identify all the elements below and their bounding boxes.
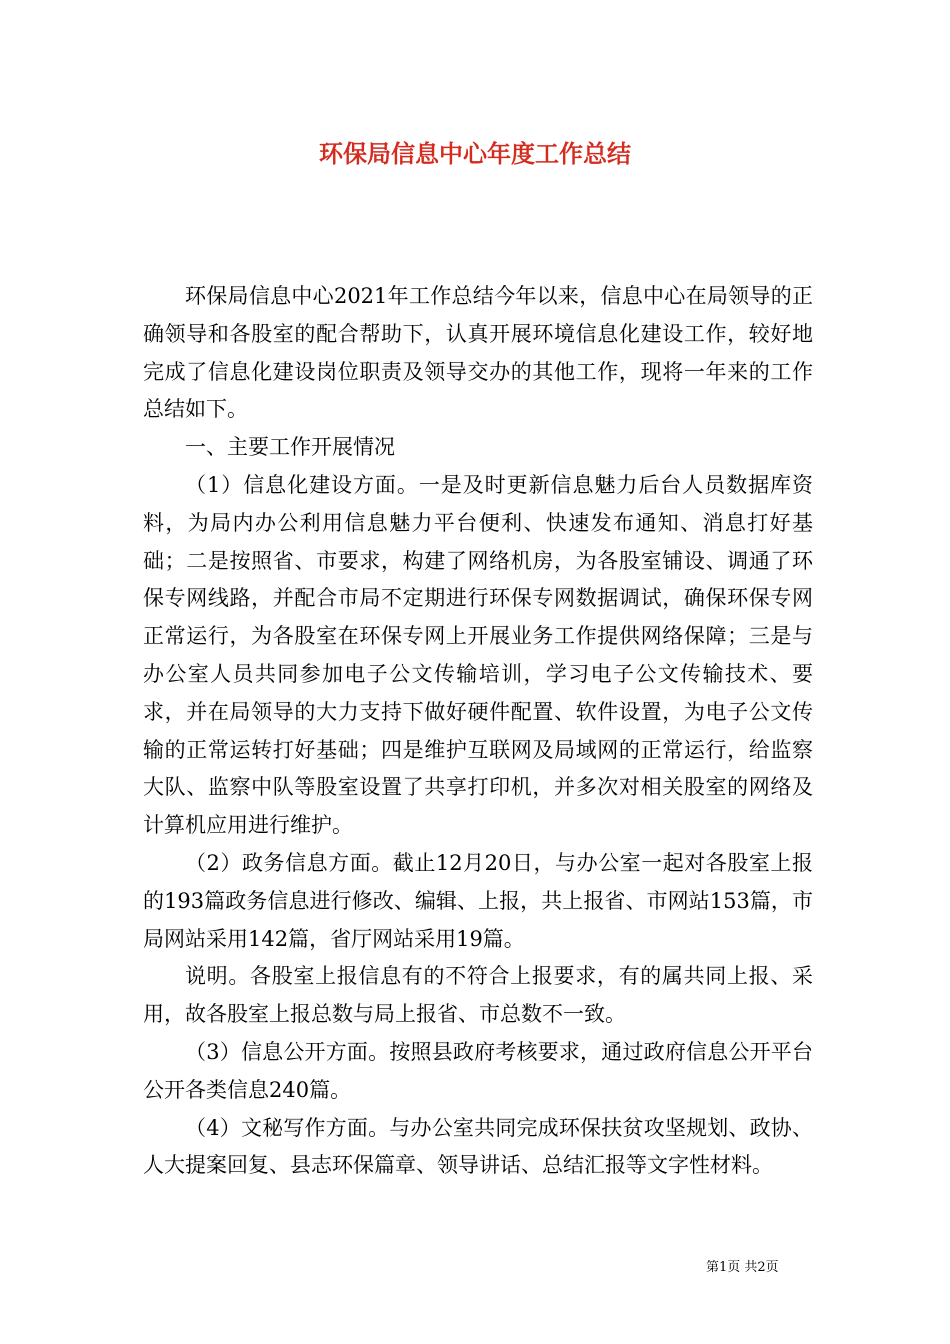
paragraph-intro: 环保局信息中心2021年工作总结今年以来，信息中心在局领导的正确领导和各股室的配合帮助下，认真开展环境信息化建设工作，较好地完成了信息化建设岗位职责及领导交办的其他工作，现将一年来的工作总结如下。 (143, 284, 813, 422)
paragraph-government-info: （2）政务信息方面。截止12月20日，与办公室一起对各股室上报的193篇政务信息进行修改、编辑、上报，共上报省、市网站153篇，市局网站采用142篇，省厅网站采用19篇。 (143, 850, 813, 951)
paragraph-info-disclosure: （3）信息公开方面。按照县政府考核要求，通过政府信息公开平台公开各类信息240篇。 (143, 1039, 813, 1102)
paragraph-secretarial-writing: （4）文秘写作方面。与办公室共同完成环保扶贫攻坚规划、政协、人大提案回复、县志环保篇章、领导讲话、总结汇报等文字性材料。 (143, 1115, 813, 1178)
paragraph-note: 说明。各股室上报信息有的不符合上报要求，有的属共同上报、采用，故各股室上报总数与局上报省、市总数不一致。 (143, 964, 813, 1027)
section-heading-main-work: 一、主要工作开展情况 (185, 435, 395, 460)
page-number: 第1页 共2页 (706, 1260, 779, 1275)
document-title: 环保局信息中心年度工作总结 (319, 139, 631, 168)
paragraph-informatization: （1）信息化建设方面。一是及时更新信息魅力后台人员数据库资料，为局内办公利用信息魅力平台便利、快速发布通知、消息打好基础；二是按照省、市要求，构建了网络机房，为各股室铺设、调通了环保专网线路，并配合市局不定期进行环保专网数据调试，确保环保专网正常运行，为各股室在环保专网上开展业务工作提供网络保障；三是与办公室人员共同参加电子公文传输培训，学习电子公文传输技术、要求，并在局领导的大力支持下做好硬件配置、软件设置，为电子公文传输的正常运转打好基础；四是维护互联网及局域网的正常运行，给监察大队、监察中队等股室设置了共享打印机，并多次对相关股室的网络及计算机应用进行维护。 (143, 472, 813, 838)
document-body (143, 278, 813, 1185)
